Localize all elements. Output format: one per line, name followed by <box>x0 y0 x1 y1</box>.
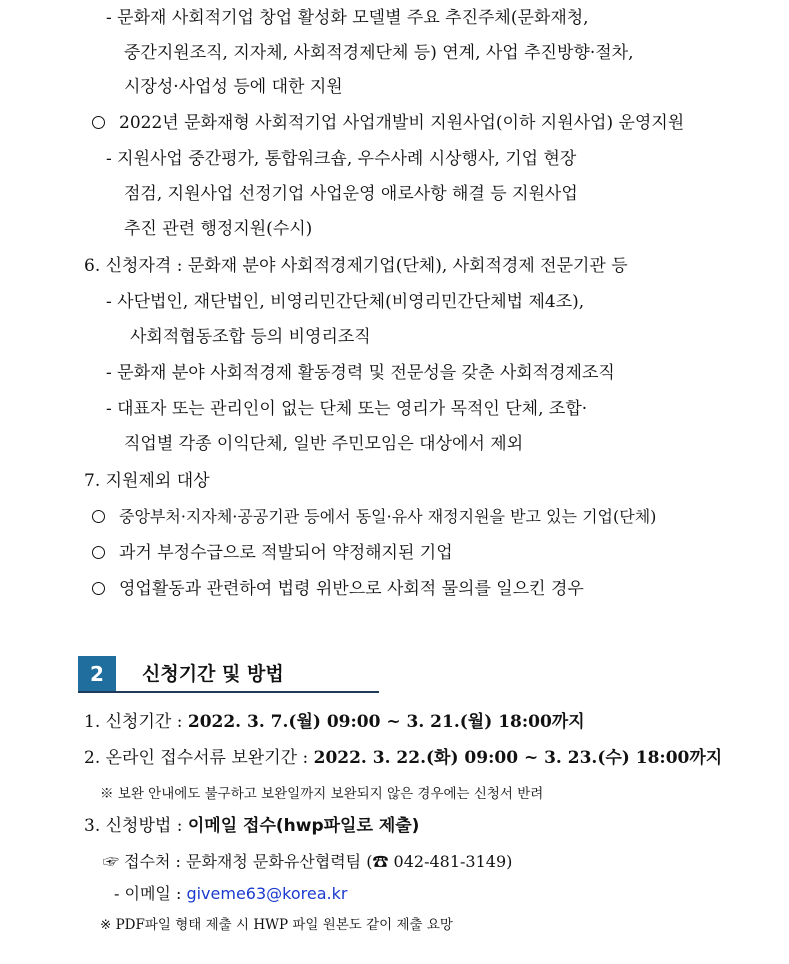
numbered-heading: 6. 신청자격 : 문화재 분야 사회적경제기업(단체), 사회적경제 전문기관 등 <box>84 256 628 276</box>
text-line: - 사단법인, 재단법인, 비영리민간단체(비영리민간단체법 제4조), <box>106 292 585 312</box>
text-line: - 문화재 분야 사회적경제 활동경력 및 전문성을 갖춘 사회적경제조직 <box>106 363 615 383</box>
bullet-item: 2022년 문화재형 사회적기업 사업개발비 지원사업(이하 지원사업) 운영지원 <box>92 111 684 135</box>
text-line: 직업별 각종 이익단체, 일반 주민모임은 대상에서 제외 <box>124 434 524 454</box>
period-item: 1. 신청기간 : 2022. 3. 7.(월) 09:00 ~ 3. 21.(월) 18:00까지 <box>84 712 585 732</box>
text-line: 시장성·사업성 등에 대한 지원 <box>124 77 343 97</box>
circle-bullet-icon <box>92 582 105 595</box>
bullet-item: 영업활동과 관련하여 법령 위반으로 사회적 물의를 일으킨 경우 <box>92 577 584 601</box>
period-item: 3. 신청방법 : 이메일 접수(hwp파일로 제출) <box>84 816 420 836</box>
section-header <box>78 656 379 692</box>
text-line: 중간지원조직, 지자체, 사회적경제단체 등) 연계, 사업 추진방향·절차, <box>124 43 634 63</box>
section-title: 신청기간 및 방법 <box>142 663 284 685</box>
text-line: - 지원사업 중간평가, 통합워크숍, 우수사례 시상행사, 기업 현장 <box>106 149 577 169</box>
note: ※ 보완 안내에도 불구하고 보완일까지 보완되지 않은 경우에는 신청서 반려 <box>100 786 544 802</box>
section-number-badge: 2 <box>78 656 116 692</box>
text-line: 점검, 지원사업 선정기업 사업운영 애로사항 해결 등 지원사업 <box>124 184 578 204</box>
contact-line: ☞ 접수처 : 문화재청 문화유산협력팀 (☎ 042-481-3149) <box>103 852 513 871</box>
text-line: 사회적협동조합 등의 비영리조직 <box>130 327 371 347</box>
circle-bullet-icon <box>92 510 105 523</box>
text-line: - 문화재 사회적기업 창업 활성화 모델별 주요 추진주체(문화재청, <box>106 8 589 28</box>
circle-bullet-icon <box>92 546 105 559</box>
circle-bullet-icon <box>92 116 105 129</box>
note: ※ PDF파일 형태 제출 시 HWP 파일 원본도 같이 제출 요망 <box>100 917 453 933</box>
period-item: 2. 온라인 접수서류 보완기간 : 2022. 3. 22.(화) 09:00 ~ 3. 23.(수) 18:00까지 <box>84 748 723 768</box>
text-line: 추진 관련 행정지원(수시) <box>124 219 313 239</box>
bullet-item: 중앙부처·지자체·공공기관 등에서 동일·유사 재정지원을 받고 있는 기업(단체) <box>92 505 656 529</box>
email-link[interactable]: giveme63@korea.kr <box>186 884 348 903</box>
bullet-item: 과거 부정수급으로 적발되어 약정해지된 기업 <box>92 541 453 565</box>
email-line: - 이메일 : giveme63@korea.kr <box>114 884 348 903</box>
numbered-heading: 7. 지원제외 대상 <box>84 471 210 491</box>
section-underline <box>78 691 379 693</box>
text-line: - 대표자 또는 관리인이 없는 단체 또는 영리가 목적인 단체, 조합· <box>106 399 588 419</box>
